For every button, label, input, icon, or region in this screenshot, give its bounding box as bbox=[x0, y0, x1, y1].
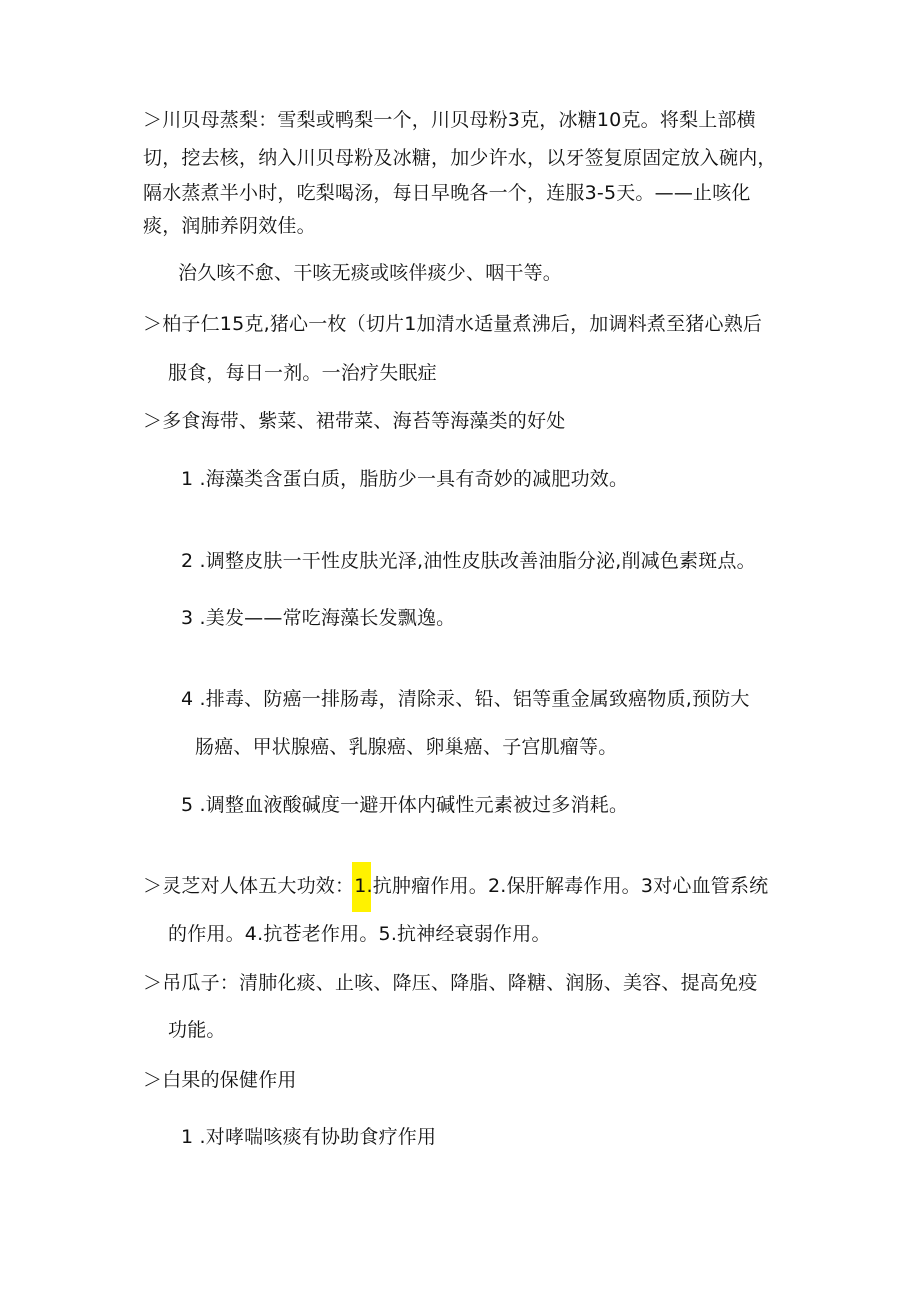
list-item: 2 .调整皮肤一干性皮肤光泽,油性皮肤改善油脂分泌,削减色素斑点。 bbox=[181, 550, 756, 572]
list-item: 3 .美发——常吃海藻长发飘逸。 bbox=[181, 607, 456, 629]
text-line: 切，挖去核，纳入川贝母粉及冰糖，加少许水，以牙签复原固定放入碗内， bbox=[143, 147, 777, 169]
text-line: ＞多食海带、紫菜、裙带菜、海苔等海藻类的好处 bbox=[143, 410, 566, 432]
list-item: 1 .对哮喘咳痰有协助食疗作用 bbox=[181, 1126, 437, 1148]
text-line: 服食，每日一剂。一治疗失眠症 bbox=[168, 362, 437, 384]
list-item: 1 .海藻类含蛋白质，脂肪少一具有奇妙的减肥功效。 bbox=[181, 468, 629, 490]
text-segment: ＞灵芝对人体五大功效： bbox=[143, 875, 355, 897]
text-line: ＞川贝母蒸梨：雪梨或鸭梨一个，川贝母粉3克，冰糖10克。将梨上部横 bbox=[143, 109, 756, 131]
text-line: 功能。 bbox=[168, 1019, 226, 1041]
text-line: 的作用。4.抗苍老作用。5.抗神经衰弱作用。 bbox=[168, 923, 551, 945]
text-segment: .抗肿瘤作用。2.保肝解毒作用。3对心血管系统 bbox=[366, 875, 769, 897]
text-line: 隔水蒸煮半小时，吃梨喝汤，每日早晚各一个，连服3-5天。——止咳化 bbox=[143, 182, 751, 204]
list-item: 4 .排毒、防癌一排肠毒，清除汞、铅、铝等重金属致癌物质,预防大 bbox=[181, 688, 750, 710]
text-line: 肠癌、甲状腺癌、乳腺癌、卵巢癌、子宫肌瘤等。 bbox=[195, 736, 618, 758]
text-line bbox=[143, 874, 920, 898]
highlighted-text: 1 bbox=[354, 875, 367, 897]
list-item: 5 .调整血液酸碱度一避开体内碱性元素被过多消耗。 bbox=[181, 794, 629, 816]
text-line: ＞吊瓜子：清肺化痰、止咳、降压、降脂、降糖、润肠、美容、提高免疫 bbox=[143, 972, 758, 994]
text-line: ＞柏子仁15克,猪心一枚（切片1加清水适量煮沸后，加调料煮至猪心熟后 bbox=[143, 313, 763, 335]
text-line: ＞白果的保健作用 bbox=[143, 1069, 297, 1091]
text-line: 痰，润肺养阴效佳。 bbox=[143, 215, 316, 237]
text-line: 治久咳不愈、干咳无痰或咳伴痰少、咽干等。 bbox=[178, 262, 563, 284]
